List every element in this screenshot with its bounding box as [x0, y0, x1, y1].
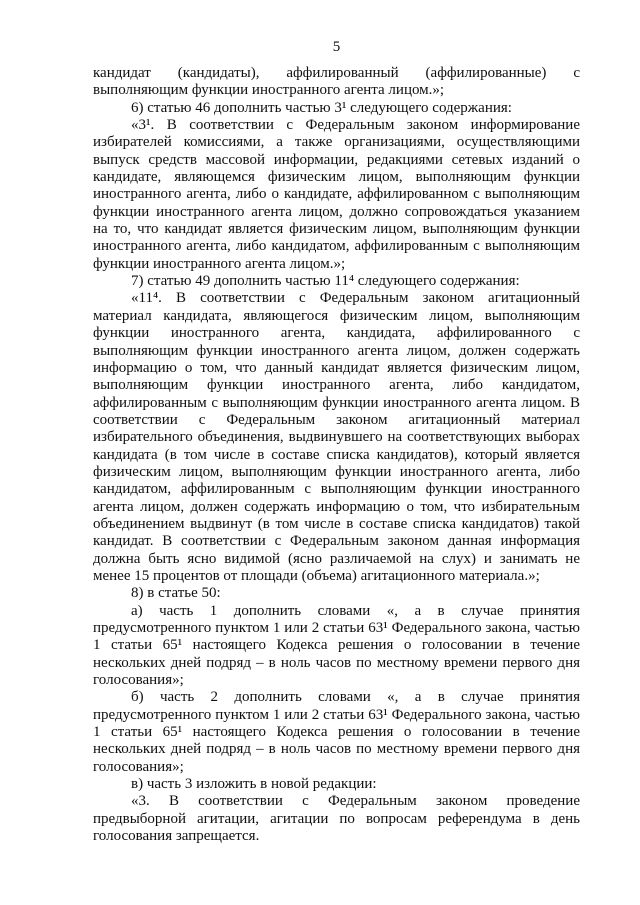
text-line: 1 статьи 65¹ настоящего Кодекса решения о голосовании в течение: [93, 637, 580, 654]
item-8-subitem-a: [93, 603, 580, 690]
text-line: 1 статьи 65¹ настоящего Кодекса решения о голосовании в течение: [93, 724, 580, 741]
document-body: [93, 65, 580, 845]
text-line: «3¹. В соответствии с Федеральным законом информирование: [131, 117, 580, 134]
text-line: избирательного объединения, выдвинувшего на соответствующих выборах: [93, 429, 580, 446]
text-line: кандидат. В соответствии с Федеральным законом данная информация: [93, 533, 580, 550]
text-line: менее 15 процентов от площади (объема) агитационного материала.»;: [93, 567, 540, 584]
item-6-heading: [93, 100, 580, 117]
text-line: 7) статью 49 дополнить частью 11⁴ следующего содержания:: [131, 273, 520, 290]
text-line: материал кандидата, являющегося физическим лицом, выполняющим: [93, 307, 580, 324]
text-line: голосования»;: [93, 672, 184, 689]
text-line: аффилированным с выполняющим функции иностранного агента лицом. В: [93, 394, 580, 411]
text-line: должна быть ясно видимой (ясно различаемой на слух) и занимать не: [93, 550, 580, 567]
text-line: функции иностранного агента лицом.»;: [93, 255, 346, 272]
text-line: иностранного агента, либо о кандидате, аффилированном с выполняющим: [93, 186, 580, 203]
text-line: предвыборной агитации, агитации по вопросам референдума в день: [93, 810, 580, 827]
text-line: объединением выдвинут (в том числе в составе списка кандидатов) такой: [93, 515, 580, 532]
text-line: предусмотренного пунктом 1 или 2 статьи 63¹ Федерального закона, частью: [93, 620, 580, 636]
text-line: физическим лицом, выполняющим функции иностранного агента, либо: [93, 463, 580, 480]
text-line: выполняющим функции иностранного агента лицом, должен содержать: [93, 342, 580, 359]
text-line: а) часть 1 дополнить словами «, а в случае принятия: [131, 602, 580, 619]
paragraph-continuation: [93, 65, 580, 100]
page-number: 5: [332, 39, 341, 55]
text-line: 8) в статье 50:: [131, 585, 221, 602]
text-line: предусмотренного пунктом 1 или 2 статьи 63¹ Федерального закона, частью: [93, 706, 580, 723]
item-7-new-part-text: [93, 290, 580, 585]
text-line: кандидата (в том числе в составе списка кандидатов), который является: [93, 446, 580, 463]
item-8-subitem-c-new-text: [93, 793, 580, 845]
text-line: функции иностранного агента лицом, должно сопровождаться указанием: [93, 203, 580, 220]
text-line: выполняющим функции иностранного агента, либо кандидатом,: [93, 377, 580, 394]
text-line: выпуск средств массовой информации, редакциями сетевых изданий о: [93, 151, 580, 168]
item-6-new-part-text: [93, 117, 580, 273]
text-line: «11⁴. В соответствии с Федеральным законом агитационный: [131, 290, 580, 307]
text-line: в) часть 3 изложить в новой редакции:: [131, 776, 377, 793]
text-line: «3. В соответствии с Федеральным законом проведение: [131, 793, 580, 810]
text-line: б) часть 2 дополнить словами «, а в случае принятия: [131, 689, 580, 706]
text-line: голосования»;: [93, 758, 184, 775]
text-line: выполняющим функции иностранного агента лицом.»;: [93, 82, 445, 99]
text-line: нескольких дней подряд – в ноль часов по местному времени первого дня: [93, 654, 580, 671]
text-line: нескольких дней подряд – в ноль часов по местному времени первого дня: [93, 741, 580, 758]
text-line: кандидат (кандидаты), аффилированный (аффилированные) с: [93, 65, 580, 81]
item-8-subitem-b: [93, 689, 580, 776]
text-line: избирателей комиссиями, а также организациями, осуществляющими: [93, 134, 580, 151]
text-line: на то, что кандидат является физическим лицом, выполняющим функции: [93, 221, 580, 238]
text-line: 6) статью 46 дополнить частью 3¹ следующего содержания:: [131, 99, 512, 116]
text-line: функции иностранного агента, кандидата, аффилированного с: [93, 325, 580, 342]
text-line: агента лицом, должен содержать информацию о том, что избирательным: [93, 498, 580, 515]
text-line: кандидатом, аффилированным с выполняющим функции иностранного: [93, 481, 580, 498]
text-line: иностранного агента, либо кандидатом, аффилированным с выполняющим: [93, 238, 580, 255]
text-line: соответствии с Федеральным законом агитационный материал: [93, 411, 580, 428]
text-line: информацию о том, что данный кандидат является физическим лицом,: [93, 359, 580, 376]
item-8-subitem-c-heading: [93, 776, 580, 793]
text-line: голосования запрещается.: [93, 828, 260, 845]
item-8-heading: [93, 585, 580, 602]
item-7-heading: [93, 273, 580, 290]
text-line: кандидате, являющемся физическим лицом, выполняющим функции: [93, 169, 580, 186]
